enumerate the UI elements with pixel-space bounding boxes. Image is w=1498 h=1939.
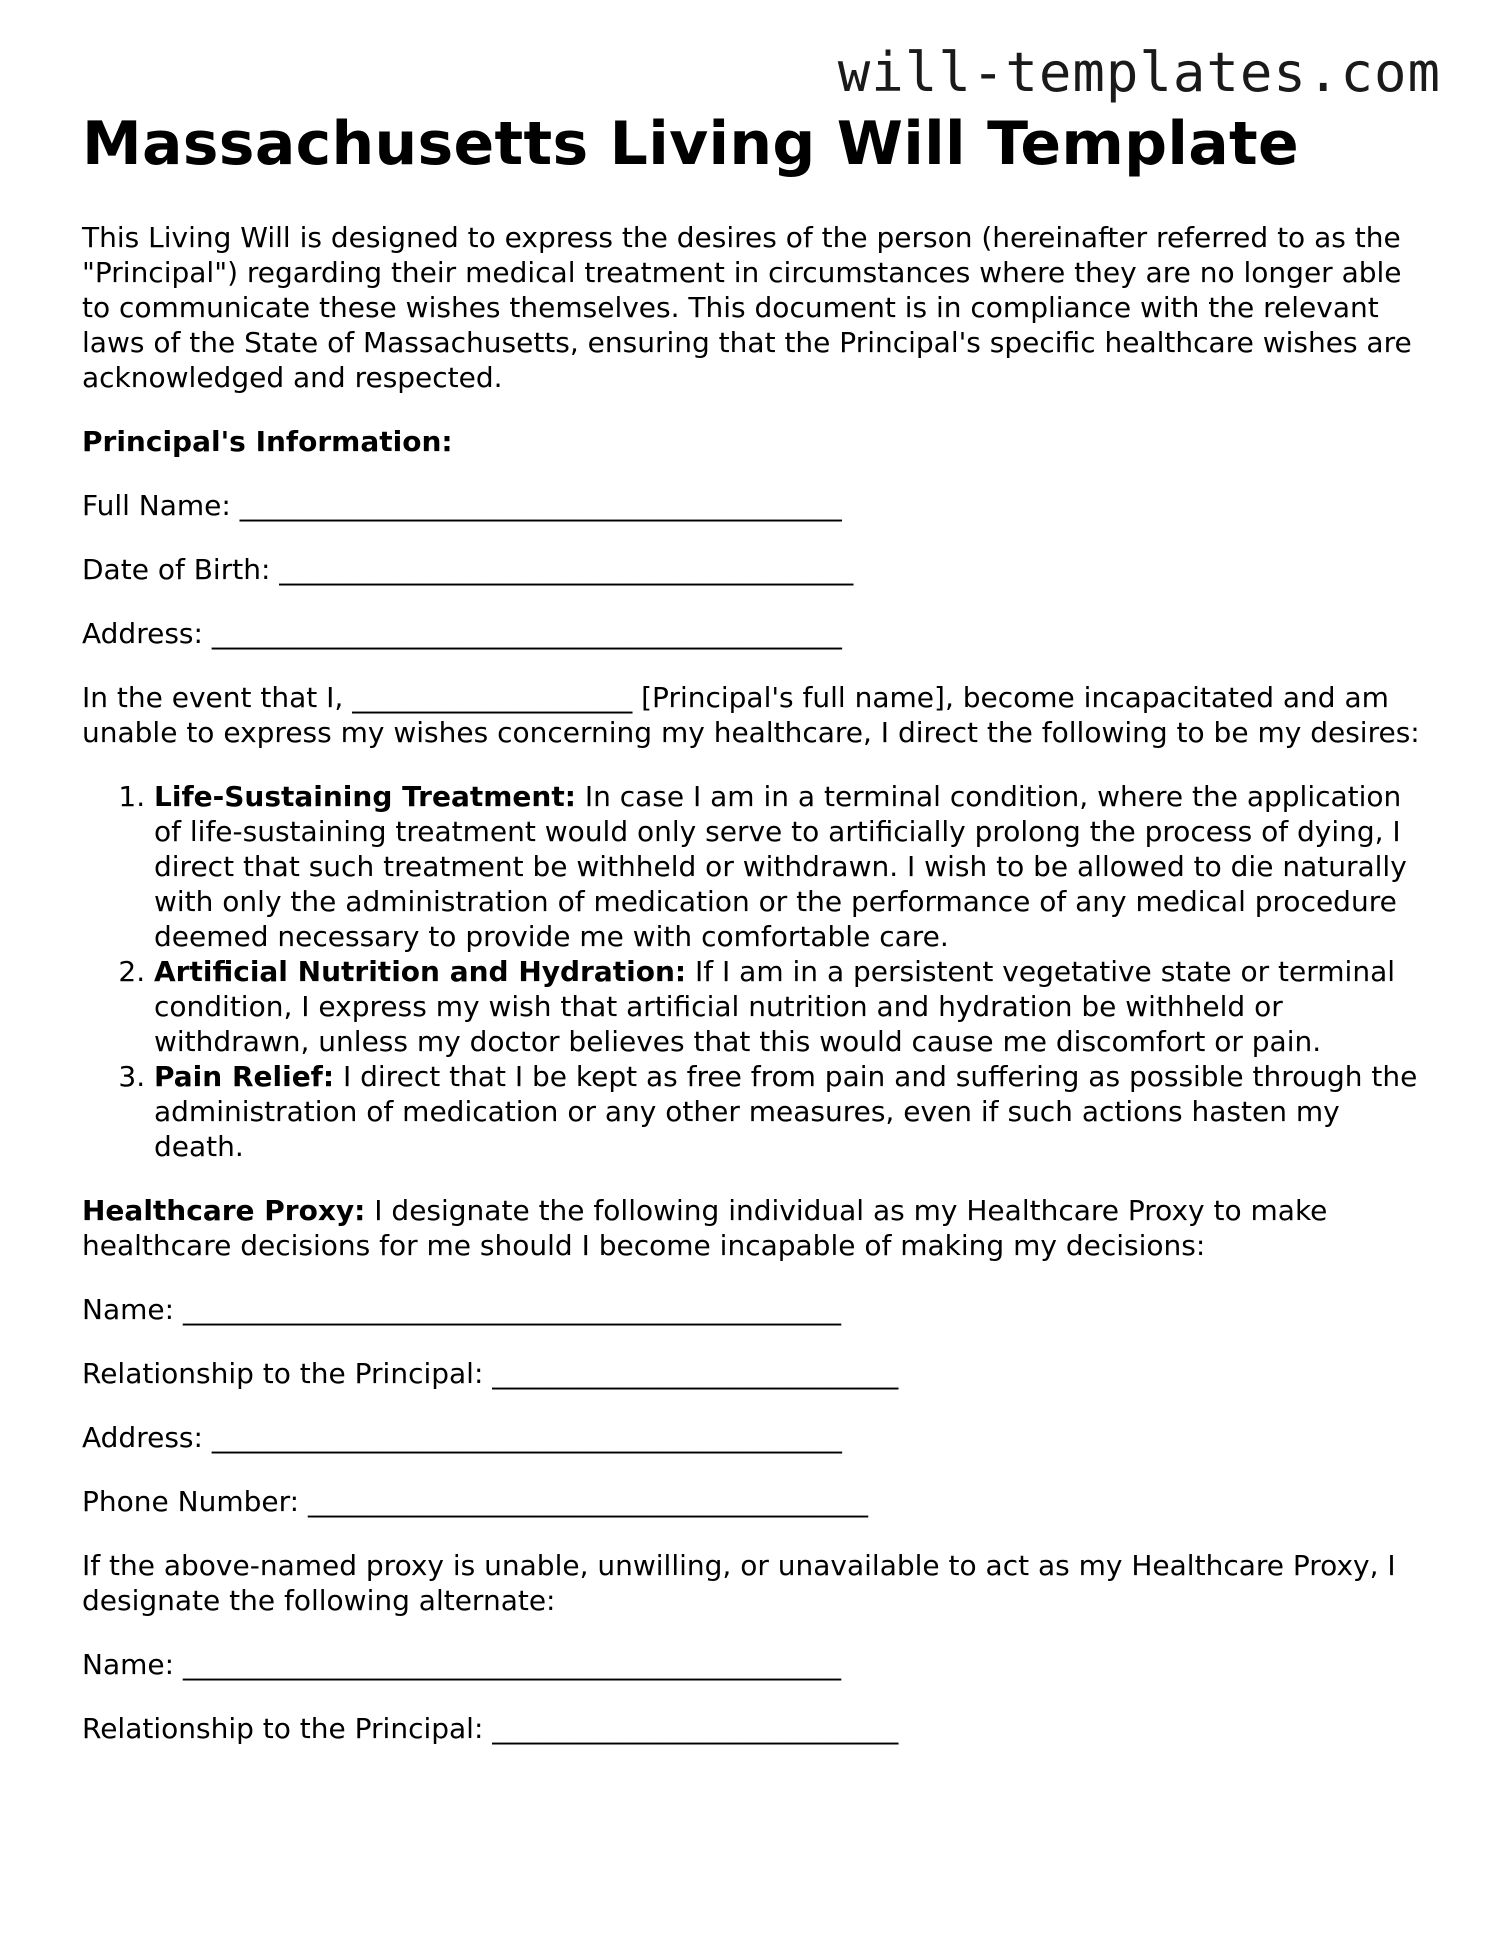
directives-list xyxy=(82,779,1422,1164)
directive-text: In case I am in a terminal condition, where the application of life-sustaining treatment would only serve to artificially prolong the process of dying, I direct that such treatment be withheld or withdrawn. I wish to be allowed to die naturally with only the administration of medication or the performance of any medical procedure deemed necessary to provide me with comfortable care. xyxy=(154,780,1407,953)
alternate-name-field: Name: _______________________________________________ xyxy=(82,1648,841,1681)
desire-statement: In the event that I, ____________________ [Principal's full name], become incapacitated and am unable to express my wishes concerning my healthcare, I direct the following to be my desires: xyxy=(82,681,1420,749)
healthcare-proxy-paragraph xyxy=(82,1193,1422,1263)
directive-text: If I am in a persistent vegetative state or terminal condition, I express my wish that artificial nutrition and hydration be withheld or withdrawn, unless my doctor believes that this would cause me discomfort or pain. xyxy=(154,955,1396,1058)
directive-item-life-sustaining xyxy=(154,779,1422,954)
directive-item-nutrition-hydration xyxy=(154,954,1422,1059)
directive-label: Artificial Nutrition and Hydration: xyxy=(154,955,687,988)
proxy-address-field: Address: _____________________________________________ xyxy=(82,1421,842,1454)
site-watermark: will-templates.com xyxy=(837,41,1441,104)
directive-label: Pain Relief: xyxy=(154,1060,335,1093)
document-title: Massachusetts Living Will Template xyxy=(82,109,1300,179)
principal-info-heading: Principal's Information: xyxy=(82,425,453,458)
alternate-relationship-field: Relationship to the Principal: _____________________________ xyxy=(82,1712,899,1745)
directive-text: I direct that I be kept as free from pain and suffering as possible through the administration of medication or any other measures, even if such actions hasten my death. xyxy=(154,1060,1418,1163)
healthcare-proxy-text: I designate the following individual as my Healthcare Proxy to make healthcare decisions for me should I become incapable of making my decisions: xyxy=(82,1194,1328,1262)
healthcare-proxy-label: Healthcare Proxy: xyxy=(82,1194,366,1227)
principal-address-field: Address: _____________________________________________ xyxy=(82,617,842,650)
directive-item-pain-relief xyxy=(154,1059,1422,1164)
principal-full-name-field: Full Name: ___________________________________________ xyxy=(82,489,842,522)
proxy-phone-field: Phone Number: ________________________________________ xyxy=(82,1485,868,1518)
principal-dob-field: Date of Birth: _________________________________________ xyxy=(82,553,854,586)
proxy-name-field: Name: _______________________________________________ xyxy=(82,1293,841,1326)
proxy-relationship-field: Relationship to the Principal: _____________________________ xyxy=(82,1357,899,1390)
alternate-proxy-paragraph: If the above-named proxy is unable, unwilling, or unavailable to act as my Healthcare Proxy, I designate the following alternate: xyxy=(82,1549,1396,1617)
intro-paragraph: This Living Will is designed to express the desires of the person (hereinafter referred to as the "Principal") regarding their medical treatment in circumstances where they are no longer able to communicate these wishes themselves. This document is in compliance with the relevant laws of the State of Massachusetts, ensuring that the Principal's specific healthcare wishes are acknowledged and respected. xyxy=(82,221,1412,394)
document-page xyxy=(82,108,1422,1746)
directive-label: Life-Sustaining Treatment: xyxy=(154,780,576,813)
